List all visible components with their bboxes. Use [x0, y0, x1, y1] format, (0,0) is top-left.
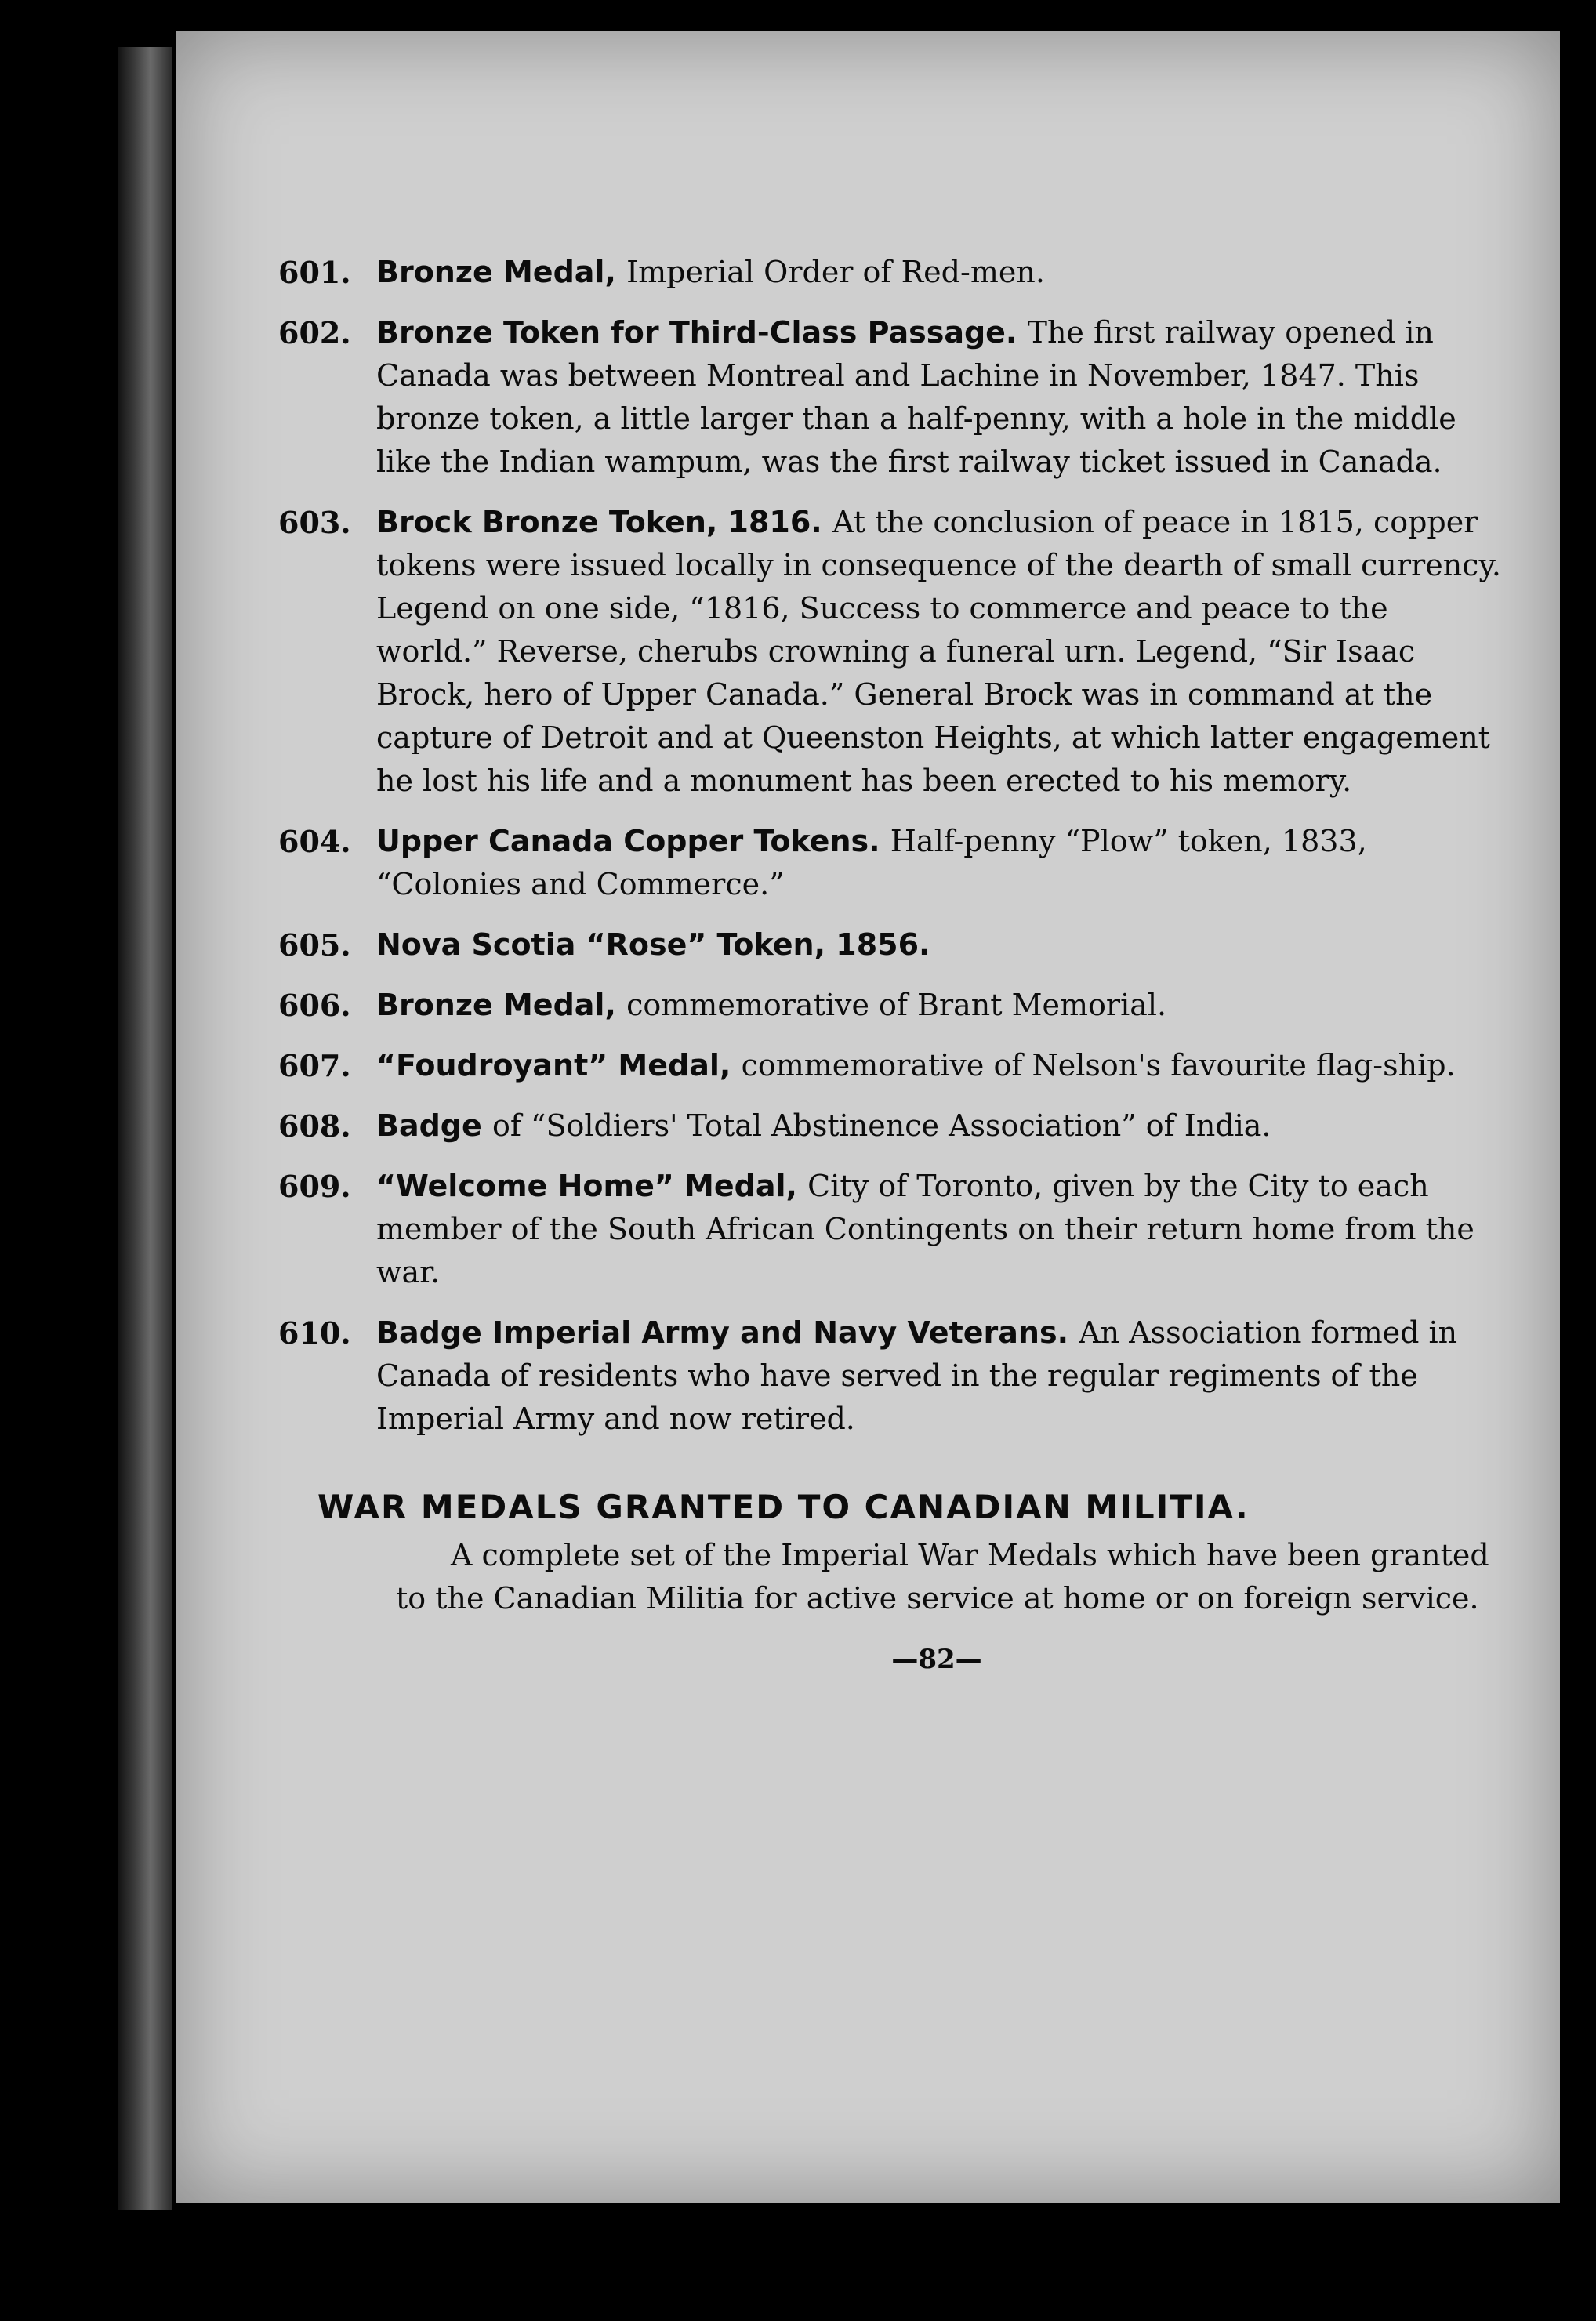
entry-number: 606. — [278, 988, 351, 1023]
section-paragraph: A complete set of the Imperial War Medals which have been granted to the Canadian Militia for active service at home or on foreign service. — [396, 1538, 1489, 1616]
entry-description: An Association formed in Canada of residents who have served in the regular regiments of the Imperial Army and now retired. — [376, 1315, 1458, 1436]
entry-number: 601. — [278, 255, 351, 290]
entry-description: Imperial Order of Red-men. — [626, 255, 1045, 289]
catalog-entry-603 — [278, 501, 1501, 803]
entry-description: commemorative of Nelson's favourite flag-ship. — [741, 1048, 1456, 1083]
entry-title: “Welcome Home” Medal, — [376, 1169, 808, 1203]
entry-description: The first railway opened in Canada was between Montreal and Lachine in November, 1847. This bronze token, a little larger than a half-penny, with a hole in the middle like the Indian wampum, was the first railway ticket issued in Canada. — [376, 315, 1456, 479]
entry-title: Badge — [376, 1108, 493, 1143]
entry-number: 602. — [278, 315, 351, 350]
catalog-entry-606 — [278, 984, 1501, 1027]
entry-title: “Foudroyant” Medal, — [376, 1048, 742, 1083]
page-number: —82— — [891, 1644, 982, 1675]
catalog-entry-605 — [278, 923, 1501, 966]
entry-number: 607. — [278, 1048, 351, 1083]
entry-number: 609. — [278, 1169, 351, 1204]
catalog-entry-601 — [278, 251, 1501, 294]
entry-number: 604. — [278, 824, 351, 859]
catalog-entry-602 — [278, 311, 1501, 484]
entry-title: Bronze Token for Third-Class Passage. — [376, 315, 1028, 350]
entry-number: 610. — [278, 1315, 351, 1351]
entry-title: Upper Canada Copper Tokens. — [376, 824, 890, 858]
entry-title: Brock Bronze Token, 1816. — [376, 505, 832, 539]
catalog-entry-608 — [278, 1104, 1501, 1148]
catalog-entry-604 — [278, 820, 1501, 906]
entry-description: commemorative of Brant Memorial. — [626, 988, 1167, 1022]
page-content — [278, 251, 1501, 1675]
entry-title: Bronze Medal, — [376, 988, 627, 1022]
entry-number: 608. — [278, 1108, 351, 1144]
entry-number: 603. — [278, 505, 351, 540]
entry-description: Half-penny “Plow” token, 1833, “Colonies and Commerce.” — [376, 824, 1367, 901]
entry-title: Badge Imperial Army and Navy Veterans. — [376, 1315, 1079, 1350]
catalog-entry-610 — [278, 1311, 1501, 1441]
catalog-entry-609 — [278, 1165, 1501, 1294]
entry-title: Nova Scotia “Rose” Token, 1856. — [376, 927, 930, 962]
entry-title: Bronze Medal, — [376, 255, 627, 289]
entry-number: 605. — [278, 927, 351, 963]
entry-description: At the conclusion of peace in 1815, copper tokens were issued locally in consequence of the dearth of small currency. Legend on one side, “1816, Success to commerce and peace to the world.” Reverse, cherubs crowning a funeral urn. Legend, “Sir Isaac Brock, hero of Upper Canada.” General Brock was in command at the capture of Detroit and at Queenston Heights, at which latter engagement he lost his life and a monument has been erected to his memory. — [376, 505, 1501, 798]
entry-description: City of Toronto, given by the City to each member of the South African Contingents on their return home from the war. — [376, 1169, 1474, 1289]
entry-description: of “Soldiers' Total Abstinence Association” of India. — [492, 1108, 1271, 1143]
book-spine — [118, 47, 172, 2210]
catalog-entry-607 — [278, 1044, 1501, 1087]
section-heading: WAR MEDALS GRANTED TO CANADIAN MILITIA. — [317, 1488, 1250, 1526]
